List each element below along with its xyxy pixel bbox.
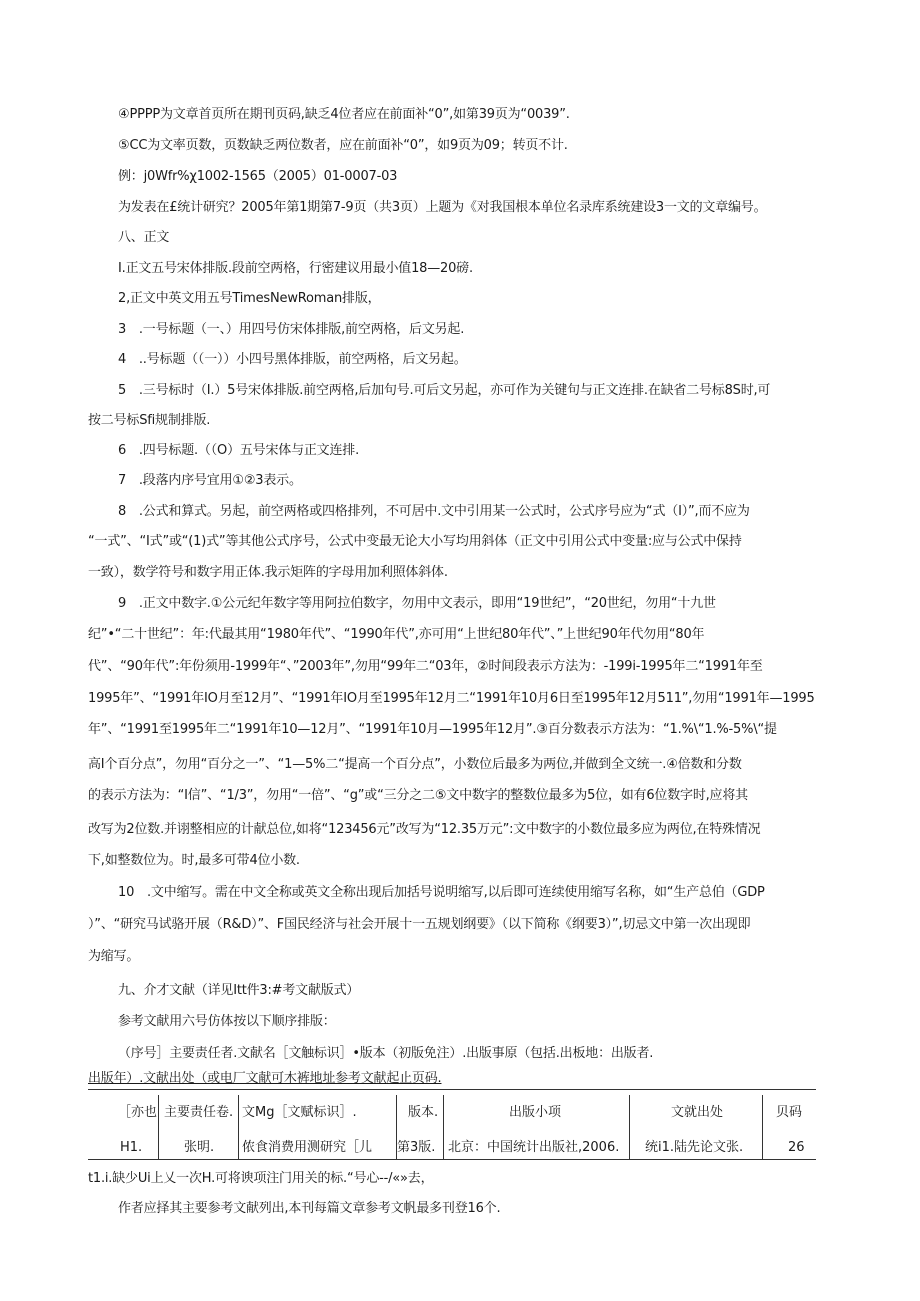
text-line: 下,如整数位为。时,最多可带4位小数. — [88, 853, 300, 868]
table-header-cell: 出版小项 — [509, 1105, 562, 1120]
text-line: 参考文献用六号仿体按以下顺序排版： — [118, 1014, 336, 1029]
text-line: 10 .文中缩写。需在中文全称或英文全称出现后加括号说明缩写,以后即可连续使用缩写名称，如“生产总伯（GDP — [118, 885, 765, 900]
text-line: 纪”•“二十世纪”：年:代最其用“1980年代”、“1990年代”,亦可用“上世纪80年代”、”上世纪90年代勿用“80年 — [88, 627, 705, 642]
column-divider — [238, 1095, 239, 1159]
column-divider — [629, 1095, 630, 1159]
text-line: ④PPPP为文章首页所在期刊页码,缺乏4位者应在前面补“0”,如第39页为“0039”. — [118, 107, 570, 122]
text-line: 改写为2位数.并诩整相应的计献总位,如将“123456元”改写为“12.35万元”:文中数字的小数位最多应为两位,在特殊情况 — [88, 822, 761, 837]
text-line: 9 .正文中数字.①公元纪年数字等用阿拉伯数字，勿用中文表示，即用“19世纪”，“20世纪，勿用“十九世 — [118, 596, 716, 611]
text-line: ⑤CC为文率页数，页数缺乏两位数者，应在前面补“0”，如9页为09；转页不计. — [118, 138, 568, 153]
text-line: 1995年”、“1991年IO月至12月”、“1991年IO月至1995年12月二“1991年10月6日至1995年12月511”,勿用“1991年—1995 — [88, 691, 815, 706]
table-header-cell: 版本. — [408, 1105, 439, 1120]
text-line: 4 ..号标题（（一））小四号黑体排版，前空两格，后文另起。 — [118, 352, 467, 367]
table-cell: 第3版. — [397, 1140, 436, 1155]
text-line: 2,正文中英文用五号TimesNewRoman排版， — [118, 291, 381, 306]
table-cell: 张明. — [184, 1140, 215, 1155]
table-header-cell: 文就出处 — [671, 1105, 724, 1120]
table-rule — [88, 1159, 816, 1160]
column-divider — [762, 1095, 763, 1159]
section-heading: 九、介才文献（详见Itt件3:#考文献版式） — [118, 983, 360, 998]
table-cell: H1. — [120, 1140, 143, 1155]
text-line: 出版年）.文献出处（或电厂文献可木裤地址参考文献起止页码. — [88, 1071, 442, 1086]
text-line: 为缩写。 — [88, 949, 140, 964]
column-divider — [443, 1095, 444, 1159]
table-cell: 统i1.陆先论文张. — [645, 1140, 744, 1155]
column-divider — [158, 1095, 159, 1159]
reference-table — [88, 1089, 816, 1161]
table-header-cell: 贝码 — [776, 1105, 803, 1120]
text-line: 的表示方法为：“I信”、“1/3”，勿用“一倍”、“g”或“三分之二⑤文中数字的整数位最多为5位，如有6位数字时,应将其 — [88, 788, 748, 803]
text-line: 6 .四号标题.（（O）五号宋体与正文连排. — [118, 443, 360, 458]
table-cell: 26 — [788, 1140, 805, 1155]
table-cell: 北京：中国统计出版社,2006. — [448, 1140, 620, 1155]
text-line: I.正文五号宋体排版.段前空两格，行密建议用最小值18—20磅. — [118, 261, 473, 276]
text-line: 5 .三号标时（I.）5号宋体排版.前空两格,后加句号.可后文另起，亦可作为关键句与正文连排.在缺省二号标8S时,可 — [118, 383, 771, 398]
table-header-cell: ［亦也 — [118, 1105, 158, 1120]
text-line: 代”、“90年代”:年份须用-1999年“、”2003年”,勿用“99年二“03年，②时间段表示方法为：-199i-1995年二“1991年至 — [88, 659, 763, 674]
table-header-cell: 文Mg［文赋标识］. — [242, 1105, 357, 1120]
table-cell: 侬食消费用测研究［儿 — [242, 1140, 373, 1155]
text-line: 3 .一号标题（一、）用四号仿宋体排版,前空两格，后文另起. — [118, 322, 465, 337]
text-line: 为发表在£统计研究？2005年第1期第7-9页（共3页）上题为《对我国根本单位名录库系统建设3一文的文章编号。 — [118, 200, 767, 215]
table-rule — [88, 1089, 816, 1090]
text-line: 一致），数学符号和数字用正体.我示矩阵的字母用加利照体斜体. — [88, 565, 448, 580]
text-line: 8 .公式和算式。另起，前空两格或四格排列，不可居中.文中引用某一公式时，公式序号应为“式（I）”,而不应为 — [118, 504, 750, 519]
text-line: 例：j0Wfr%χ1002-1565（2005）01-0007-03 — [118, 169, 398, 184]
text-line: （序号］主要责任者.文献名［文触标识］•版本（初版免注）.出版事原（包括.出板地：出版者. — [118, 1046, 654, 1061]
table-header-cell: 主要责任卷. — [164, 1105, 234, 1120]
text-line: ）”、“研究马试骆开展（R&D）”、F国民经济与社会开展十一五规划纲要》（以下简称《纲要3）”,切忌文中第一次出现即 — [88, 917, 751, 932]
section-heading: 八、正文 — [118, 230, 170, 245]
text-line: 作者应择其主要参考文献列出,本刊每篇文章参考文帆最多刊登16个. — [118, 1201, 501, 1216]
text-line: t1.i.缺少Ui上乂一次H.可将谀项注门用关的标.“号心--/«»去， — [88, 1171, 434, 1186]
text-line: 按二号标Sfi规制排版. — [88, 413, 211, 428]
text-line: 7 .段落内序号宜用①②3表示。 — [118, 473, 302, 488]
text-line: 年”、“1991至1995年二“1991年10—12月”、“1991年10月—1995年12月”.③百分数表示方法为：“1.%\“1.%-5%\“提 — [88, 722, 777, 737]
text-line: 高I个百分点”，勿用“百分之一”、“1—5%二“提高一个百分点”，小数位后最多为两位,并做到全文统一.④倍数和分数 — [88, 757, 742, 772]
text-line: “一式”、“I式”或“(1)式”等其他公式序号，公式中变最无论大小写均用斜体（正文中引用公式中变量:应与公式中保持 — [88, 534, 742, 549]
